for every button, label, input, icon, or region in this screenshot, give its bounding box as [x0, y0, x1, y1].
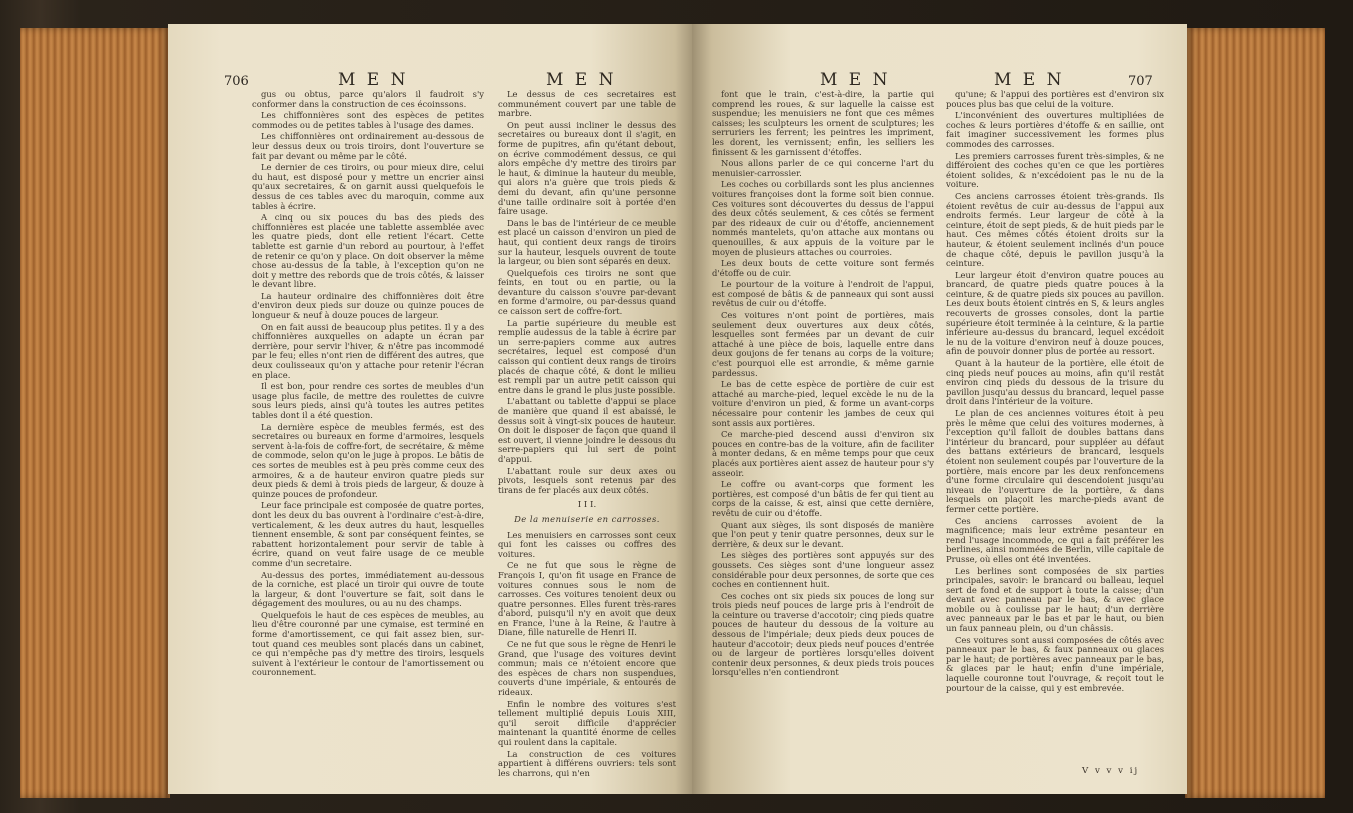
paragraph: La construction de ces voitures appartient à différens ouvriers: tels sont les charrons, qui n'en [498, 748, 676, 778]
paragraph: Au-dessus des portes, immédiatement au-dessous de la corniche, est placé un tiroir qui ouvre de toute la largeur, & dont l'ouverture se fait, soit dans le dégagement des moulures, ou au nu des champs. [252, 569, 484, 609]
left-page-edges [20, 28, 170, 798]
left-column-2 [498, 89, 676, 778]
paragraph: Quant à la hauteur de la portière, elle étoit de cinq pieds neuf pouces au moins, afin qu'il restât environ cinq pieds du dessous de la trisure du pavillon jusqu'au dessus du brancard, lequel passe droit dans l'intérieur de la voiture. [946, 358, 1164, 407]
paragraph: Le coffre ou avant-corps que forment les portières, est composé d'un bâtis de fer qui tient au corps de la caisse, & est, ainsi que cette dernière, revêtu de cuir ou d'étoffe. [712, 479, 934, 518]
paragraph: Nous allons parler de ce qui concerne l'art du menuisier-carrossier. [712, 158, 934, 178]
paragraph: Ces anciens carrosses avoient de la magnificence; mais leur extrême pesanteur en rend l'usage incommode, ce qui a fait préférer les berlines, ainsi nommées de Berlin, ville capitale de Prusse, où elles ont été inventées. [946, 515, 1164, 564]
paragraph: Ces voitures sont aussi composées de côtés avec panneaux par le bas, & faux panneaux ou glaces par le haut; de portières avec panneaux par le bas, & glaces par le haut; enfin d'une impériale, laquelle couronne tout l'ouvrage, & reçoit tout le pourtour de la caisse, qui y est embrevée. [946, 634, 1164, 693]
section-number: I I I. [577, 500, 597, 511]
section-title: De la menuiserie en carrosses. [514, 513, 660, 524]
left-page [168, 24, 696, 794]
running-head-left-1: M E N [338, 70, 409, 90]
paragraph: Les sièges des portières sont appuyés sur des goussets. Ces sièges sont d'une longueur assez considérable pour deux personnes, de sorte que ces coches en contiennent huit. [712, 550, 934, 590]
paragraph: Les coches ou corbillards sont les plus anciennes voitures françoises dont la forme soit bien connue. Ces voitures sont découvertes du dessus de l'appui des deux côtés seulement, & ces côtés se ferment par des rideaux de cuir ou d'étoffe, anciennement nommés mantelets, qu'on attache aux montans ou quenouilles, & aux appuis de la voiture par le moyen de plusieurs attaches ou courroies. [712, 179, 934, 257]
running-head-right-1: M E N [820, 70, 891, 90]
paragraph: Quant aux sièges, ils sont disposés de manière que l'on peut y tenir quatre personnes, deux sur le derrière, & deux sur le devant. [712, 519, 934, 549]
paragraph: Ces voitures n'ont point de portières, mais seulement deux ouvertures aux deux côtés, lesquelles sont fermées par un devant de cuir attaché à une pièce de bois, laquelle entre dans deux goujons de fer tenans au corps de la voiture; c'est pourquoi elle est arrondie, & même garnie pardessus. [712, 310, 934, 378]
paragraph: Le dessus de ces secretaires est communément couvert par une table de marbre. [498, 89, 676, 119]
right-page [692, 24, 1187, 794]
page-number-right: 707 [1128, 74, 1153, 89]
paragraph: La dernière espèce de meubles fermés, est des secretaires ou bureaux en forme d'armoires, lesquels servent à-la-fois de coffre-fort, de secrétaire, & même de commode, selon qu'on le juge à propos. Le bâtis de ces sortes de meubles est à peu près comme ceux des armoires, & a de hauteur environ quatre pieds sur deux pieds & demi à trois pieds de largeur, & douze à quinze pouces de profondeur. [252, 421, 484, 499]
left-column-1 [252, 90, 484, 770]
paragraph: font que le train, c'est-à-dire, la partie qui comprend les roues, & sur laquelle la caisse est suspendue; les menuisiers ne font que ces mêmes caisses; les sculpteurs les ornent de sculptures; les serruriers les ferrent; les peintres les impriment, les dorent, les vernissent; enfin, les selliers les finissent & les garnissent d'étoffes. [712, 89, 934, 157]
paragraph: Il est bon, pour rendre ces sortes de meubles d'un usage plus facile, de mettre des roulettes de cuivre sous leurs pieds, ainsi qu'à toutes les autres petites tables dont il a été question. [252, 381, 484, 420]
paragraph: Les chiffonnières sont des espèces de petites commodes ou de petites tables à l'usage des dames. [252, 110, 484, 130]
paragraph: L'inconvénient des ouvertures multipliées de coches & leurs portières d'étoffe & en saillie, ont fait imaginer successivement les formes plus commodes des carrosses. [946, 110, 1164, 149]
paragraph: Le pourtour de la voiture à l'endroit de l'appui, est composé de bâtis & de panneaux qui sont aussi revêtus de cuir ou d'étoffe. [712, 279, 934, 309]
paragraph: Ce ne fut que sous le règne de François I, qu'on fit usage en France de voitures connues sous le nom de carrosses. Ces voitures tenoient deux ou quatre personnes. Elles furent très-rares d'abord, puisqu'il n'y en avoit que deux en France, l'une à la Reine, & l'autre à Diane, fille naturelle de Henri II. [498, 560, 676, 638]
paragraph: L'abattant roule sur deux axes ou pivots, lesquels sont retenus par des tirans de fer placés aux deux côtés. [498, 465, 676, 495]
paragraph: Dans le bas de l'intérieur de ce meuble est placé un caisson d'environ un pied de haut, qui contient deux rangs de tiroirs sur la hauteur, lesquels ouvrent de toute la largeur, ou bien sont séparés en deux. [498, 217, 676, 267]
paragraph: Les chiffonnières ont ordinairement au-dessous de leur dessus deux ou trois tiroirs, dont l'ouverture se fait par devant ou même par le côté. [252, 131, 484, 161]
right-page-edges [1185, 28, 1325, 798]
running-head-right-2: M E N [994, 70, 1065, 90]
paragraph: Leur largeur étoit d'environ quatre pouces au brancard, de quatre pieds quatre pouces à la ceinture, & de quatre pieds six pouces au pavillon. Les deux bouts étoient cintrés en S, & leurs angles recouverts de grosses consoles, dont la partie supérieure étoit terminée à la ceinture, & la partie inférieure au-dessus du brancard, lequel excédoit le nu de la voiture d'environ neuf à douze pouces, afin de pouvoir donner plus de portée au ressort. [946, 269, 1164, 357]
paragraph: La partie supérieure du meuble est remplie audessus de la table à écrire par un serre-papiers comme aux autres secrétaires, lequel est composé d'un caisson qui contient deux rangs de tiroirs placés de chaque côté, & dont le milieu est rempli par un autre petit caisson qui entre dans le grand le plus juste possible. [498, 317, 676, 395]
paragraph: Quelquefois le haut de ces espèces de meubles, au lieu d'être couronné par une cymaise, est terminé en forme d'amortissement, ce qui fait assez bien, sur-tout quand ces meubles sont placés dans un cabinet, ce qui n'empêche pas d'y mettre des tiroirs, lesquels suivent à l'extérieur le contour de l'amortissement ou couronnement. [252, 609, 484, 678]
signature-mark: V v v v ij [1082, 766, 1140, 776]
paragraph: Quelquefois ces tiroirs ne sont que feints, en tout ou en partie, ou la devanture du caisson s'ouvre par-devant en forme d'armoire, ou par-dessus quand ce caisson sert de coffre-fort. [498, 267, 676, 317]
paragraph: Les berlines sont composées de six parties principales, savoir: le brancard ou balleau, lequel sert de fond et de support à toute la caisse; d'un devant avec panneau par le bas, & avec glace mobile ou à coulisse par le haut; d'un derrière avec panneaux par le bas et par le haut, ou bien un faux panneau plein, ou d'un châssis. [946, 565, 1164, 634]
paragraph: Leur face principale est composée de quatre portes, dont les deux du bas ouvrent à l'ordinaire c'est-à-dire, verticalement, & les deux autres du haut, lesquelles tiennent ensemble, & sont par conséquent feintes, se rabattent horizontalement pour servir de table à écrire, quand on veut faire usage de ce meuble comme d'un secretaire. [252, 500, 484, 568]
paragraph: gus ou obtus, parce qu'alors il faudroit s'y conformer dans la construction de ces écoinssons. [252, 89, 484, 109]
paragraph: Ce marche-pied descend aussi d'environ six pouces en contre-bas de la voiture, afin de faciliter à monter dedans, & en même temps pour que ceux placés aux portières aient assez de hauteur pour s'y asseoir. [712, 429, 934, 478]
paragraph: qu'une; & l'appui des portières est d'environ six pouces plus bas que celui de la voiture. [946, 89, 1164, 109]
paragraph: Les menuisiers en carrosses sont ceux qui font les caisses ou coffres des voitures. [498, 529, 676, 559]
paragraph: Enfin le nombre des voitures s'est tellement multiplié depuis Louis XIII, qu'il seroit difficile d'apprécier maintenant la quantité énorme de celles qui roulent dans la capitale. [498, 698, 676, 747]
paragraph: On en fait aussi de beaucoup plus petites. Il y a des chiffonnières auxquelles on adapte un écran par derrière, pour servir l'hiver, & n'être pas incommodé par le feu; elles n'ont rien de différent des autres, que deux coulisseaux qu'on y attache pour retenir l'écran en place. [252, 321, 484, 380]
paragraph: A cinq ou six pouces du bas des pieds des chiffonnières est placée une tablette assemblée avec les quatre pieds, dont elle retient l'écart. Cette tablette est garnie d'un rebord au pourtour, à l'effet de retenir ce qu'on y place. On doit observer la même chose au-dessus de la table, à l'exception qu'on ne doit y mettre des rebords que de trois côtés, & laisser le devant libre. [252, 212, 484, 290]
page-number-left: 706 [224, 74, 249, 89]
paragraph: Les deux bouts de cette voiture sont fermés d'étoffe ou de cuir. [712, 258, 934, 278]
paragraph: Le plan de ces anciennes voitures étoit à peu près le même que celui des voitures modernes, à l'exception qu'il falloit de doubles battans dans l'intérieur du brancard, pour suppléer au défaut des battans extérieurs de brancard, lesquels étoient non seulement coupés par l'ouverture de la portière, mais encore par les deux renfoncemens d'une forme circulaire qui descendoient jusqu'au niveau de l'ouverture de la portière, & dans lesquels on plaçoit les marche-pieds avant de fermer cette portière. [946, 408, 1164, 514]
paragraph: Les premiers carrosses furent très-simples, & ne différoient des coches qu'en ce que les portières étoient solides, & n'excédoient pas le nu de la voiture. [946, 150, 1164, 190]
paragraph: L'abattant ou tablette d'appui se place de manière que quand il est abaissé, le dessus soit à vingt-six pouces de hauteur. On doit le disposer de façon que quand il est ouvert, il vienne joindre le dessous du serre-papiers qui lui sert de point d'appui. [498, 396, 676, 464]
running-head-left-2: M E N [546, 70, 617, 90]
paragraph: On peut aussi incliner le dessus des secretaires ou bureaux dont il s'agit, en forme de pupitres, afin qu'étant debout, on écrive commodément dessus, ce qui alors empêche d'y mettre des tiroirs par le haut, & diminue la hauteur du meuble, qui alors n'a guère que trois pieds & demi du devant, afin qu'une personne d'une taille ordinaire soit à portée d'en faire usage. [498, 119, 676, 217]
right-column-1 [712, 90, 934, 770]
paragraph: Le dernier de ces tiroirs, ou pour mieux dire, celui du haut, est disposé pour y mettre un encrier ainsi qu'aux secretaires, & on garnit aussi quelquefois le dessus de ces tables avec du maroquin, comme aux tables à écrire. [252, 162, 484, 211]
paragraph: Le bas de cette espèce de portière de cuir est attaché au marche-pied, lequel excède le nu de la voiture d'environ un pied, & forme un avant-corps nécessaire pour contenir les jambes de ceux qui sont assis aux portières. [712, 379, 934, 428]
paragraph: Ces coches ont six pieds six pouces de long sur trois pieds neuf pouces de large pris à l'endroit de la ceinture ou traverse d'accotoir; cinq pieds quatre pouces de hauteur du dessous de la voiture au dessous de l'impériale; deux pieds deux pouces de hauteur d'accotoir; deux pieds neuf pouces d'entrée ou de largeur de portières lorsqu'elles doivent contenir deux personnes, & deux pieds trois pouces lorsqu'elles n'en contiendront [712, 590, 934, 678]
right-column-2 [946, 90, 1164, 770]
paragraph: Ces anciens carrosses étoient très-grands. Ils étoient revêtus de cuir au-dessus de l'appui aux endroits fermés. Leur largeur de côté à la ceinture, étoit de sept pieds, & de huit pieds par le haut. Ces mêmes côtés étoient droits sur la hauteur, & étoient seulement inclinés d'un pouce de chaque côté, depuis le pavillon jusqu'à la ceinture. [946, 190, 1164, 269]
paragraph: La hauteur ordinaire des chiffonnières doit être d'environ deux pieds sur douze ou quinze pouces de longueur & neuf à douze pouces de largeur. [252, 290, 484, 321]
paragraph: Ce ne fut que sous le règne de Henri le Grand, que l'usage des voitures devint commun; mais ce n'étoient encore que des espèces de chars non suspendues, couverts d'une impériale, & entourés de rideaux. [498, 639, 676, 698]
